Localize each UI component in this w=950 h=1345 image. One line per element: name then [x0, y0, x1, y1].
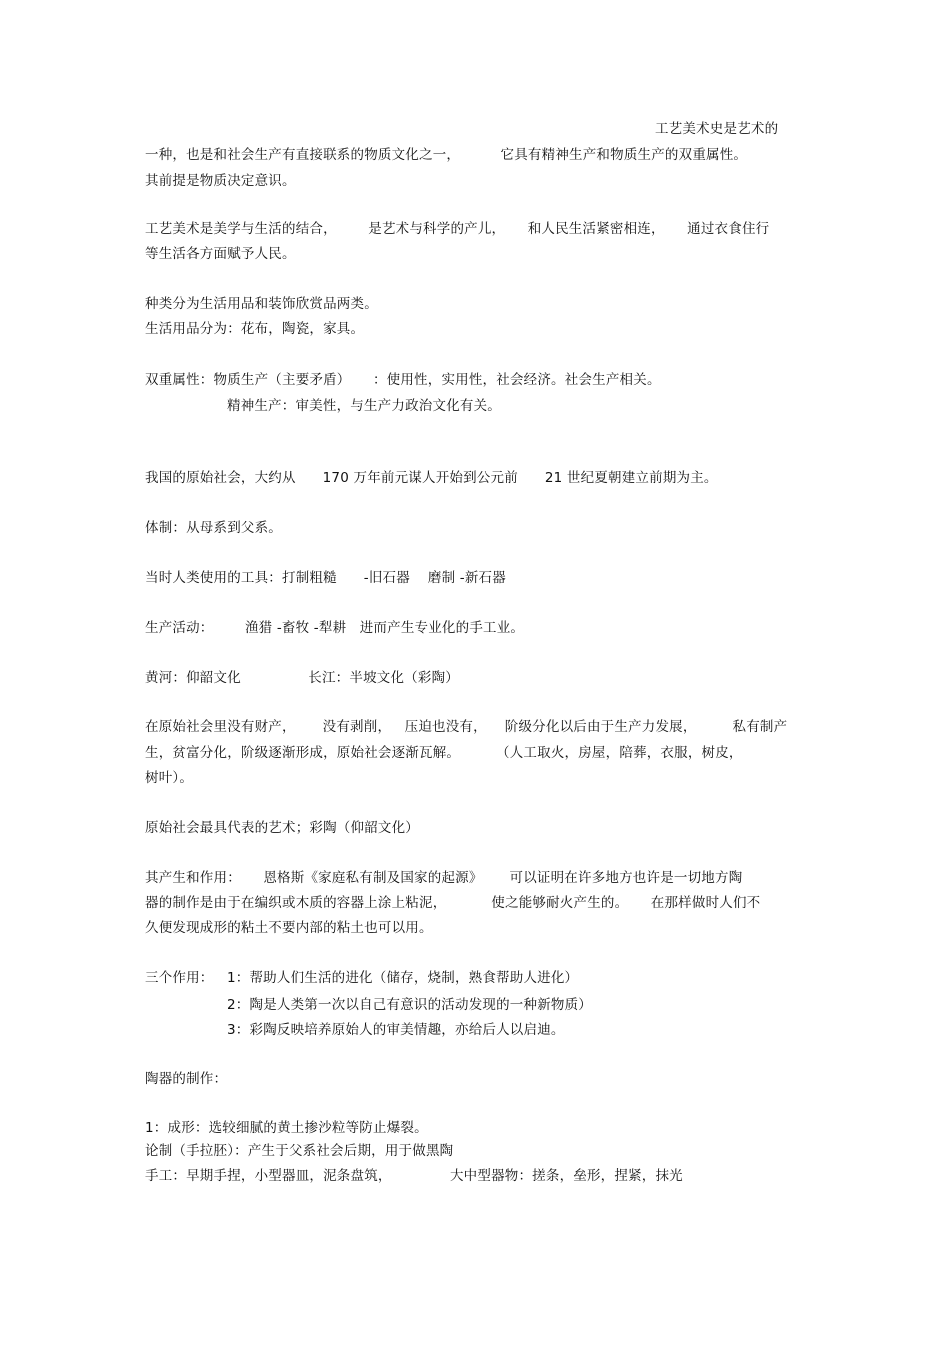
- text-line: 其产生和作用： 恩格斯《家庭私有制及国家的起源》 可以证明在许多地方也许是一切地方陶: [145, 870, 743, 886]
- text-line: 论制（手拉胚）：产生于父系社会后期，用于做黑陶: [145, 1143, 454, 1159]
- text-line: 体制：从母系到父系。: [145, 520, 282, 536]
- text-line: 原始社会最具代表的艺术；彩陶（仰韶文化）: [145, 820, 419, 836]
- text-line: 一种，也是和社会生产有直接联系的物质文化之一， 它具有精神生产和物质生产的双重属性。: [145, 147, 748, 163]
- text-line: 2：陶是人类第一次以自己有意识的活动发现的一种新物质）: [227, 997, 592, 1013]
- text-line: 当时人类使用的工具：打制粗糙 -旧石器 磨制 -新石器: [145, 570, 506, 586]
- text-line: 1：成形：选较细腻的黄土掺沙粒等防止爆裂。: [145, 1120, 428, 1136]
- text-line: 其前提是物质决定意识。: [145, 173, 296, 189]
- text-line: 3：彩陶反映培养原始人的审美情趣，亦给后人以启迪。: [227, 1022, 565, 1038]
- text-line: 生产活动： 渔猎 -畜牧 -犁耕 进而产生专业化的手工业。: [145, 620, 525, 636]
- text-line: 种类分为生活用品和装饰欣赏品两类。: [145, 296, 378, 312]
- text-line: 手工：早期手捏，小型器皿，泥条盘筑， 大中型器物：搓条，垒形，捏紧，抹光: [145, 1168, 683, 1184]
- text-line: 工艺美术是美学与生活的结合， 是艺术与科学的产儿， 和人民生活紧密相连， 通过衣食住行: [145, 221, 770, 237]
- text-line: 工艺美术史是艺术的: [655, 121, 779, 137]
- text-line: 黄河：仰韶文化 长江：半坡文化（彩陶）: [145, 670, 459, 686]
- text-line: 在原始社会里没有财产， 没有剥削， 压迫也没有， 阶级分化以后由于生产力发展， 私有制产: [145, 719, 788, 735]
- text-line: 三个作用： 1：帮助人们生活的进化（储存，烧制，熟食帮助人进化）: [145, 970, 579, 986]
- text-line: 陶器的制作：: [145, 1071, 228, 1087]
- text-line: 我国的原始社会，大约从 170 万年前元谋人开始到公元前 21 世纪夏朝建立前期为主。: [145, 470, 718, 486]
- text-line: 生，贫富分化，阶级逐渐形成，原始社会逐渐瓦解。 （人工取火，房屋，陪葬，衣服，树皮，: [145, 745, 743, 761]
- text-line: 树叶）。: [145, 770, 194, 786]
- text-line: 生活用品分为：花布，陶瓷，家具。: [145, 321, 365, 337]
- text-line: 等生活各方面赋予人民。: [145, 246, 296, 262]
- text-line: 器的制作是由于在编织或木质的容器上涂上粘泥， 使之能够耐火产生的。 在那样做时人们不: [145, 895, 761, 911]
- text-line: 久便发现成形的粘土不要内部的粘土也可以用。: [145, 920, 433, 936]
- text-line: 精神生产：审美性，与生产力政治文化有关。: [227, 398, 501, 414]
- text-line: 双重属性：物质生产（主要矛盾） ：使用性，实用性，社会经济。社会生产相关。: [145, 372, 661, 388]
